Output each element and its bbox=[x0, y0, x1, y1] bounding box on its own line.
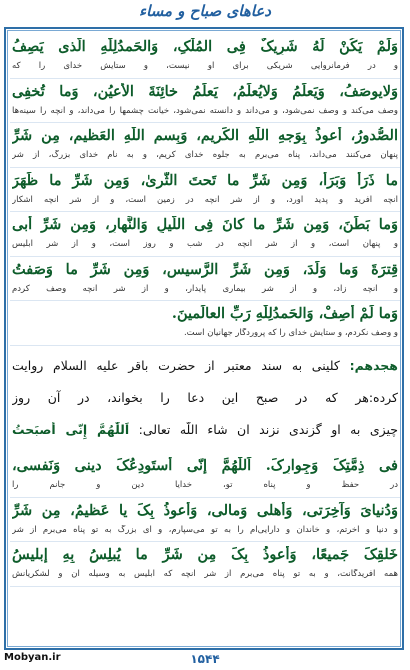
note-line: کرده:هر که در صبح این دعا را بخواند، در آن روز bbox=[12, 390, 398, 405]
prayer-start: اَللّٰهُمَّ إِنّی أَصبَحتُ bbox=[12, 422, 130, 437]
persian-translation: وصف می‌کند و وصف نمی‌شود، و می‌داند و دانسته نمی‌شود، خیانت چشمها را می‌داند، و آنچه را سینه‌ها bbox=[12, 105, 398, 116]
prayer-line bbox=[10, 79, 400, 124]
prayer-line bbox=[10, 542, 400, 587]
prayer-line bbox=[10, 257, 400, 302]
narration-note bbox=[12, 358, 398, 454]
note-text: کلینی به سند معتبر از حضرت باقر علیه السلام روایت bbox=[12, 358, 340, 373]
note-line bbox=[12, 422, 398, 454]
prayer-lines-2 bbox=[10, 453, 400, 587]
prayer-line bbox=[10, 123, 400, 168]
arabic-text: قِترَةَ وَما وَلَدَ، وَمِن شَرِّ الرَّسیسِ، وَمِن شَرِّ ما وَصَفتُ bbox=[12, 260, 398, 278]
page-number: ۱۵۴۴ bbox=[190, 652, 220, 666]
note-heading: هجدهم: bbox=[349, 358, 398, 373]
arabic-text: وَما لَمْ أَصِفْ، وَالحَمدُلِلّٰهِ رَبِّ العالَمینَ. bbox=[171, 305, 398, 322]
prayer-line bbox=[10, 301, 400, 346]
prayer-line bbox=[10, 212, 400, 257]
note-text: چیزی به او گزندی نزند ان شاء اللّه تعالی: bbox=[138, 422, 398, 437]
persian-translation: در حفظ و پناه تو، خدایا دین و جانم را bbox=[12, 480, 398, 490]
prayer-line bbox=[10, 453, 400, 498]
prayer-line bbox=[10, 34, 400, 79]
arabic-text: وَلَمْ یَکُنْ لَهُ شَرِیکٌ فِی المُلْکِ، وَالحَمدُلِلّٰهِ الَّذی یَصِفُ bbox=[12, 38, 398, 55]
arabic-text: فی ذِمَّتِکَ وَجِوارِکَ. اَللّٰهُمَّ إِنّی أَستَودِعُکَ دینی وَنَفسی، bbox=[12, 457, 398, 474]
persian-translation: و در فرمانروایی شریکی برای او نیست، و ستایش خدای را که bbox=[12, 61, 398, 71]
persian-translation: آنچه آفرید و پدید آورد، و از شر آنچه در زمین است، و از شر آنچه آشکار bbox=[12, 194, 398, 205]
persian-translation: و پنهان است، و از شر آنچه در شب و روز است، و از شر ابلیس bbox=[12, 239, 398, 249]
arabic-text: خَلقِکَ جَمیعًا، وَأَعوذُ بِکَ مِن شَرِّ ما یُبلِسُ بِهِ إِبلیسُ bbox=[12, 546, 398, 563]
persian-translation: و دنیا و آخرتم، و خاندان و دارایی‌ام را به تو می‌سپارم، و ای بزرگ به تو پناه می‌برم از شر bbox=[12, 524, 398, 535]
note-line bbox=[12, 358, 398, 390]
arabic-text: وَلایوصَفُ، وَیَعلَمُ وَلایُعلَمُ، یَعلَمُ خائِنَةَ الأَعیُنِ، وَما تُخفِی bbox=[12, 82, 398, 100]
persian-translation: و وصف نکردم، و ستایش خدای را که پروردگار جهانیان است. bbox=[183, 328, 398, 338]
page-title: دعاهای صباح و مساء bbox=[139, 2, 271, 20]
arabic-text: وَدُنیایَ وَآخِرَتی، وَأَهلی وَمالی، وَأَعوذُ بِکَ یا عَظیمُ، مِن شَرِّ bbox=[12, 501, 398, 519]
prayer-lines bbox=[10, 34, 400, 346]
persian-translation: و آنچه زاد، و از شر بیماری پایدار، و از شر آنچه وصف کردم bbox=[12, 283, 398, 294]
persian-translation: همه آفریدگانت، و به تو پناه می‌برم از شر آنچه که ابلیس به وسیله آن و لشکریانش bbox=[12, 569, 398, 579]
arabic-text: وَما بَطَنَ، وَمِن شَرِّ ما کانَ فِی اللَّیلِ وَالنَّهارِ، وَمِن شَرِّ أَبی bbox=[12, 216, 398, 233]
persian-translation: پنهان می‌کنند می‌داند، پناه می‌برم به جلوه خدای کریم، و به نام خدای بزرگ، از شر bbox=[12, 150, 398, 160]
prayer-line bbox=[10, 168, 400, 213]
prayer-line bbox=[10, 498, 400, 543]
site-logo: Mobyan.ir bbox=[4, 652, 61, 663]
arabic-text: الصُّدورُ، أَعوذُ بِوَجهِ اللّٰهِ الکَریمِ، وَبِسمِ اللّٰهِ العَظیمِ، مِن شَرِّ bbox=[12, 127, 398, 144]
arabic-text: ما ذَرَأَ وَبَرَأَ، وَمِن شَرِّ ما تَحتَ الثَّریٰ، وَمِن شَرِّ ما ظَهَرَ bbox=[12, 171, 398, 189]
